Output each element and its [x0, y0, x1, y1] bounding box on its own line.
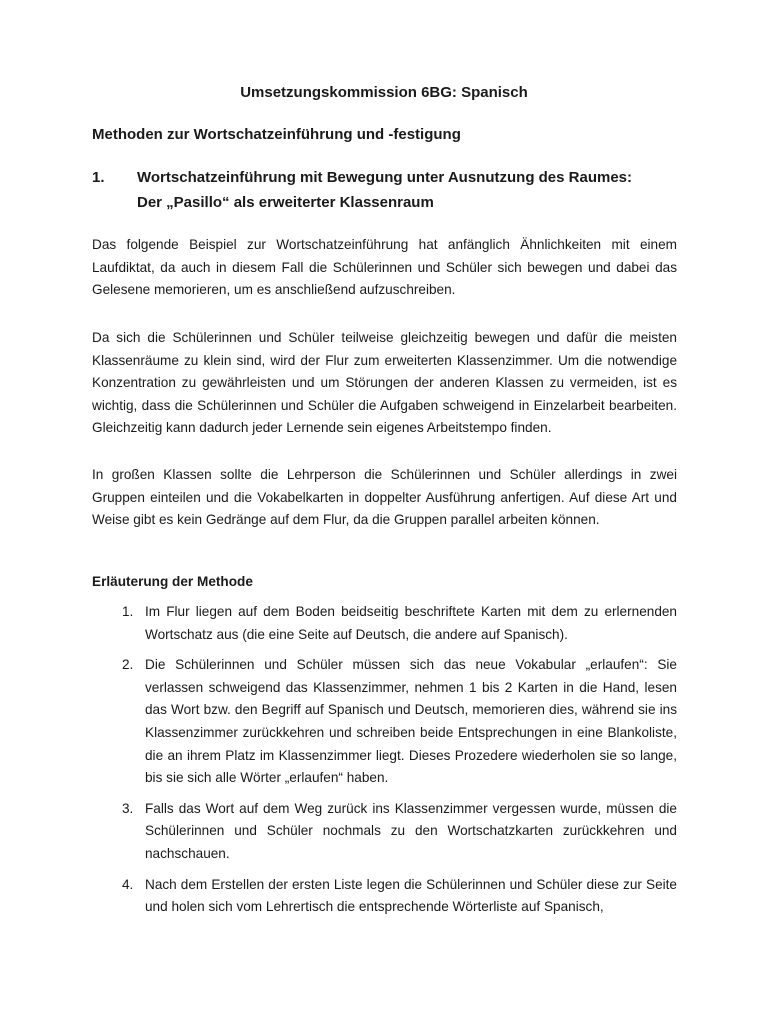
paragraph-gruppen: In großen Klassen sollte die Lehrperson die Schülerinnen und Schüler allerdings in zwei Gruppen einteilen und die Vokabelkarten in doppelter Ausführung anfertigen. Auf diese Art und Weise gibt es kein Gedränge auf dem Flur, da die Gruppen parallel arbeiten können.	[92, 467, 677, 528]
list-item-text: Nach dem Erstellen der ersten Liste legen die Schülerinnen und Schüler diese zur Seite und holen sich vom Lehrertisch die entsprechende Wörterliste auf Spanisch,	[145, 876, 677, 915]
section-number: 1.	[92, 169, 105, 186]
list-item-text: Falls das Wort auf dem Weg zurück ins Klassenzimmer vergessen wurde, müssen die Schülerinnen und Schüler nochmals zu den Wortschatzkarten zurückkehren und nachschauen.	[145, 800, 677, 861]
method-steps-list	[92, 601, 677, 927]
list-item-number: 2.	[122, 657, 134, 673]
paragraph-flur: Da sich die Schülerinnen und Schüler teilweise gleichzeitig bewegen und dafür die meisten Klassenräume zu klein sind, wird der Flur zum erweiterten Klassenzimmer. Um die notwendige Konzentration zu gewährleisten und um Störungen der anderen Klassen zu vermeiden, ist es wichtig, dass die Schülerinnen und Schüler die Aufgaben schweigend in Einzelarbeit bearbeiten. Gleichzeitig kann dadurch jeder Lernende sein eigenes Arbeitstempo finden.	[92, 330, 677, 436]
list-item	[92, 654, 677, 790]
list-item-number: 1.	[122, 604, 134, 619]
list-item-number: 4.	[122, 876, 134, 892]
document-title: Umsetzungskommission 6BG: Spanisch	[240, 84, 528, 101]
list-item	[92, 874, 677, 919]
document-subtitle: Methoden zur Wortschatzeinführung und -festigung	[92, 126, 461, 143]
list-item-number: 3.	[122, 800, 134, 816]
list-item-text: Die Schülerinnen und Schüler müssen sich das neue Vokabular „erlaufen“: Sie verlassen schweigend das Klassenzimmer, nehmen 1 bis 2 Karten in die Hand, lesen das Wort bzw. den Begriff auf Spanisch und Deutsch, memorieren dies, während sie ins Klassenzimmer zurückkehren und schreiben beide Entsprechungen in eine Blankoliste, die an ihrem Platz im Klassenzimmer liegt. Dieses Prozedere wiederholen sie so lange, bis sie sich alle Wörter „erlaufen“ haben.	[145, 657, 677, 786]
method-heading: Erläuterung der Methode	[92, 574, 253, 589]
list-item	[92, 798, 677, 866]
paragraph-intro: Das folgende Beispiel zur Wortschatzeinführung hat anfänglich Ähnlichkeiten mit einem Laufdiktat, da auch in diesem Fall die Schülerinnen und Schüler sich bewegen und dabei das Gelesene memorieren, um es anschließend aufzuschreiben.	[92, 237, 677, 298]
section-heading-line-1: Wortschatzeinführung mit Bewegung unter Ausnutzung des Raumes:	[137, 169, 633, 186]
list-item-text: Im Flur liegen auf dem Boden beidseitig beschriftete Karten mit dem zu erlernenden Wortschatz aus (die eine Seite auf Deutsch, die andere auf Spanisch).	[145, 604, 677, 642]
list-item	[92, 601, 677, 646]
section-heading-line-2: Der „Pasillo“ als erweiterter Klassenraum	[137, 194, 434, 211]
